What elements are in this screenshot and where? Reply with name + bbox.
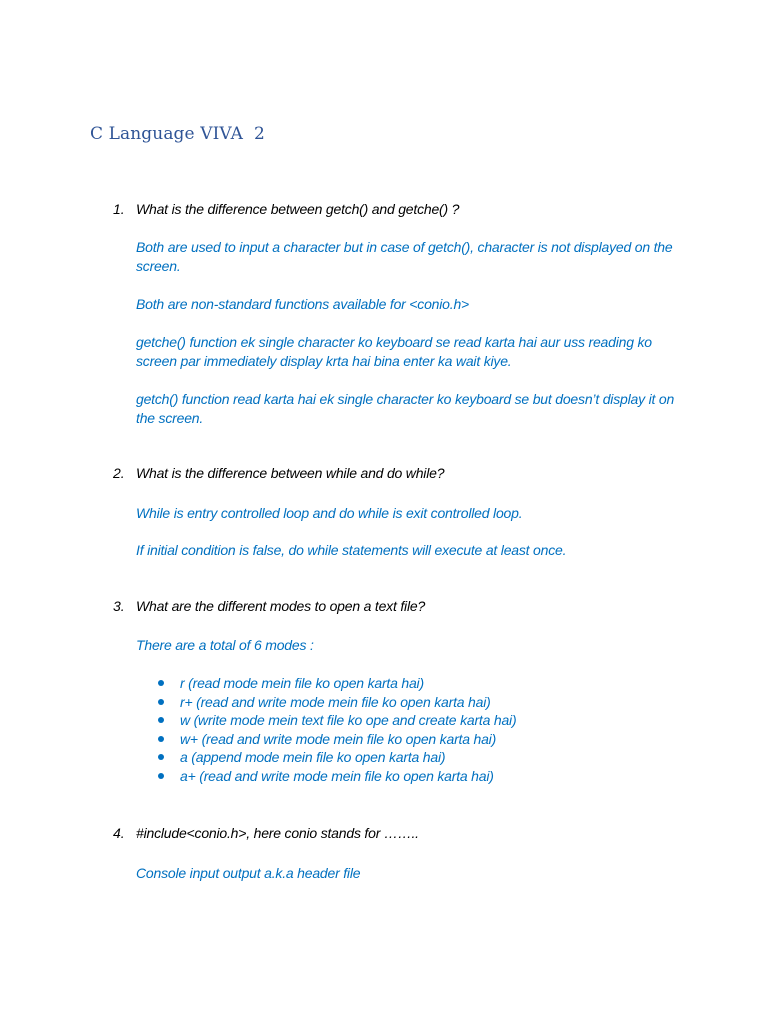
question-text: #include<conio.h>, here conio stands for …….. [136,825,419,841]
answer-paragraph: getche() function ek single character ko keyboard se read karta hai aur uss reading ko screen par immediately display krta hai bina enter ka wait kiye. [136,334,652,369]
question-text: What is the difference between getch() and getche() ? [136,201,460,217]
bullet-icon [158,699,164,705]
list-item-text: a+ (read and write mode mein file ko open karta hai) [180,767,494,784]
answer-paragraph: Both are non-standard functions available for <conio.h> [136,296,470,312]
answer-paragraph: getch() function read karta hai ek single character ko keyboard se but doesn’t display it on the screen. [136,391,675,426]
question-number: 1. [113,201,125,217]
document-title: C Language VIVA 2 [90,124,265,144]
answer-paragraph: While is entry controlled loop and do while is exit controlled loop. [136,505,523,521]
question-number: 4. [113,825,125,841]
question-text: What are the different modes to open a text file? [136,598,426,614]
bullet-icon [158,773,164,779]
list-item-text: r (read mode mein file ko open karta hai) [180,675,424,691]
list-item-text: r+ (read and write mode mein file ko open karta hai) [180,693,491,710]
answer-paragraph: Both are used to input a character but in case of getch(), character is not displayed on the screen. [136,239,673,274]
question-number: 3. [113,598,125,614]
answer-paragraph: If initial condition is false, do while statements will execute at least once. [136,542,567,558]
list-item-text: a (append mode mein file ko open karta hai) [180,749,446,766]
bullet-icon [158,717,164,723]
list-item-text: w (write mode mein text file ko ope and create karta hai) [180,712,517,729]
answer-paragraph: There are a total of 6 modes : [136,637,314,653]
bullet-icon [158,754,164,760]
question-number: 2. [113,465,125,481]
list-item-text: w+ (read and write mode mein file ko open karta hai) [180,730,497,747]
answer-paragraph: Console input output a.k.a header file [136,865,361,881]
question-text: What is the difference between while and do while? [136,465,445,481]
bullet-icon [158,680,164,686]
bullet-icon [158,736,164,742]
